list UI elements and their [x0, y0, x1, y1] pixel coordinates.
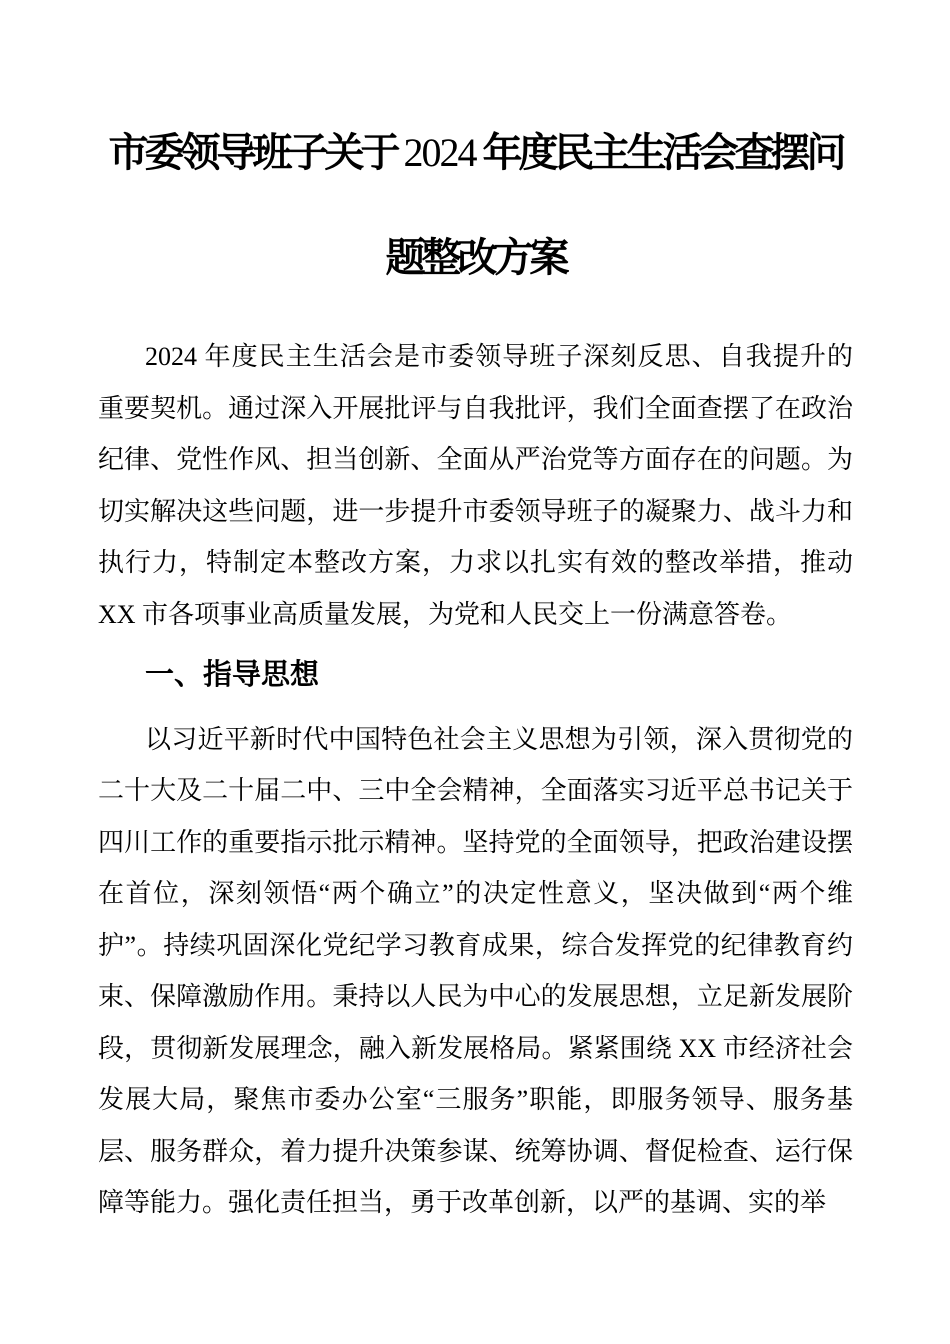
section-heading-guiding-ideology: 一、指导思想	[145, 659, 320, 691]
title-line-1	[98, 100, 853, 206]
intro-paragraph: 2024 年度民主生活会是市委领导班子深刻反思、自我提升的重要契机。通过深入开展批评与自我批评，我们全面查摆了在政治纪律、党性作风、担当创新、全面从严治党等方面存在的问题。为切实解决这些问题，进一步提升市委领导班子的凝聚力、战斗力和执行力，特制定本整改方案，力求以扎实有效的整改举措，推动 XX 市各项事业高质量发展，为党和人民交上一份满意答卷。	[98, 342, 853, 629]
title-year: 2024	[403, 130, 476, 175]
guiding-ideology-paragraph: 以习近平新时代中国特色社会主义思想为引领，深入贯彻党的二十大及二十届二中、三中全会精神，全面落实习近平总书记关于四川工作的重要指示批示精神。坚持党的全面领导，把政治建设摆在首位，深刻领悟“两个确立”的决定性意义，坚决做到“两个维护”。持续巩固深化党纪学习教育成果，综合发挥党的纪律教育约束、保障激励作用。秉持以人民为中心的发展思想，立足新发展阶段，贯彻新发展理念，融入新发展格局。紧紧围绕 XX 市经济社会发展大局，聚焦市委办公室“三服务”职能，即服务领导、服务基层、服务群众，着力提升决策参谋、统筹协调、督促检查、运行保障等能力。强化责任担当，勇于改革创新，以严的基调、实的举	[98, 724, 853, 1217]
title-text-after-year: 年度民主生活会查摆问	[482, 131, 843, 175]
document-title	[98, 100, 853, 311]
title-text-before-year: 市委领导班子关于	[108, 131, 397, 175]
title-line-2: 题整改方案	[385, 236, 566, 280]
